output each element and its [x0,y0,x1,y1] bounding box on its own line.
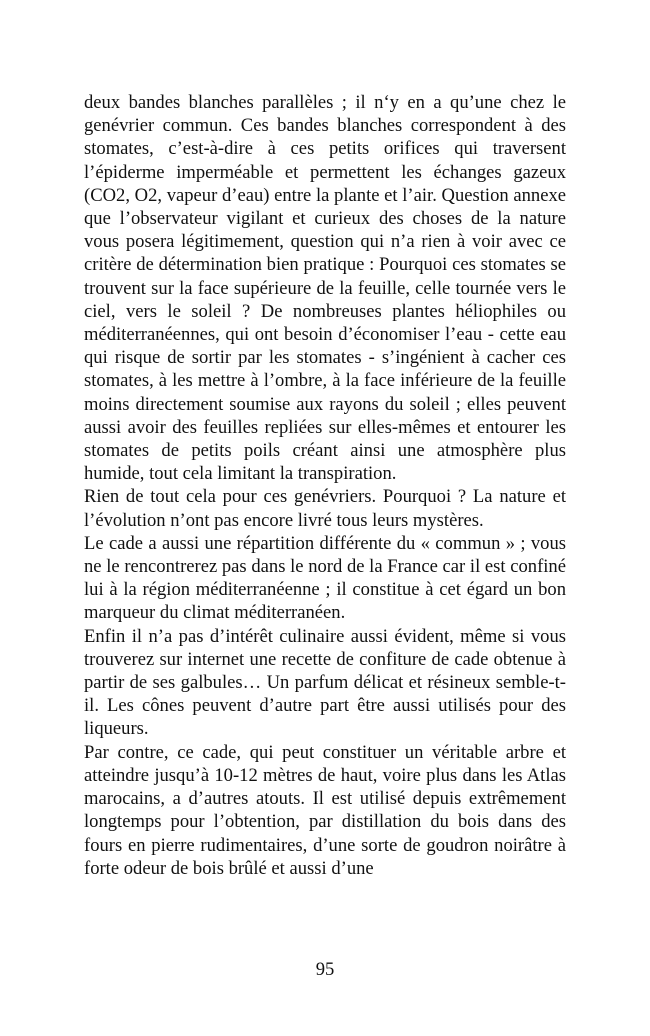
paragraph-culinaire: Enfin il n’a pas d’intérêt culinaire aussi évident, même si vous trouverez sur internet une recette de confiture de cade obtenue à partir de ses galbules… Un parfum délicat et résineux semble-t-il. Les cônes peuvent d’autre part être aussi utilisés pour des liqueurs. [84,625,566,740]
body-text [84,91,566,880]
paragraph-atouts: Par contre, ce cade, qui peut constituer un véritable arbre et atteindre jusqu’à 10-12 mètres de haut, voire plus dans les Atlas marocains, a d’autres atouts. Il est utilisé depuis extrêmement longtemps pour l’obtention, par distillation du bois dans des fours en pierre rudimentaires, d’une sorte de goudron noirâtre à forte odeur de bois brûlé et aussi d’une [84,741,566,879]
paragraph-stomates: deux bandes blanches parallèles ; il n‘y en a qu’une chez le genévrier commun. Ces bandes blanches correspondent à des stomates, c’est-à-dire à ces petits orifices qui traversent l’épiderme imperméable et permettent les échanges gazeux (CO2, O2, vapeur d’eau) entre la plante et l’air. Question annexe que l’observateur vigilant et curieux des choses de la nature vous posera légitimement, question qui n’a rien à voir avec ce critère de détermination bien pratique : Pourquoi ces stomates se trouvent sur la face supérieure de la feuille, celle tournée vers le ciel, vers le soleil ? De nombreuses plantes héliophiles ou méditerranéennes, qui ont besoin d’économiser l’eau - cette eau qui risque de sortir par les stomates - s’ingénient à cacher ces stomates, à les mettre à l’ombre, à la face inférieure de la feuille moins directement soumise aux rayons du soleil ; elles peuvent aussi avoir des feuilles repliées sur elles-mêmes et entourer les stomates de petits poils créant ainsi une atmosphère plus humide, tout cela limitant la transpiration. [84,92,566,485]
page-number: 95 [315,959,335,980]
paragraph-genevriers: Rien de tout cela pour ces genévriers. Pourquoi ? La nature et l’évolution n’ont pas encore livré tous leurs mystères. [84,486,566,531]
paragraph-repartition: Le cade a aussi une répartition différente du « commun » ; vous ne le rencontrerez pas dans le nord de la France car il est confiné lui à la région méditerranéenne ; il constitue à cet égard un bon marqueur du climat méditerranéen. [84,532,566,624]
